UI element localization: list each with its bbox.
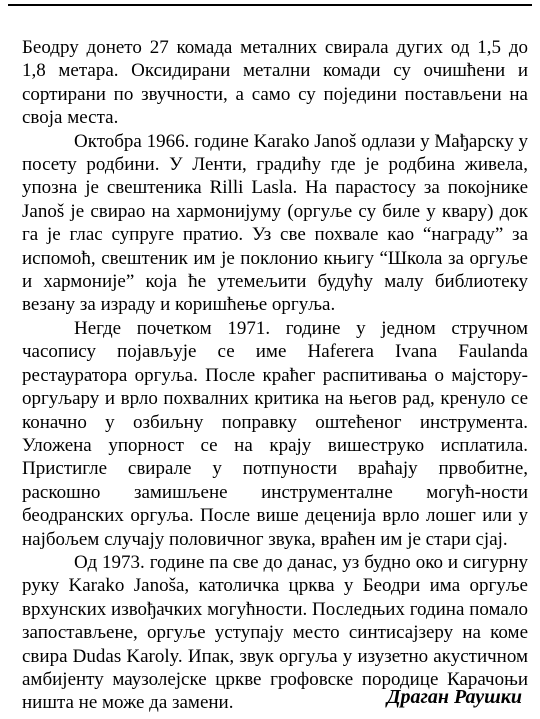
paragraph-4: Од 1973. године па све до данас, уз будно око и сигурну руку Karako Janoša, католичка црква у Беодри има оргуље врхунских извођачких могућности. Последњих година помало запостављене, оргуље уступају место синтисајзеру на коме свира Dudas Karoly. Ипак, звук оргуља у изузетно акустичном амбијенту маузолејске цркве грофовске породице Карачоњи ништа не може да замени. <box>22 551 528 714</box>
paragraph-3: Негде почетком 1971. године у једном стручном часопису појављује се име Haferera Ivana Faulanda рестауратора оргуља. После краћег распитивања о мајстору-оргуљару и врло похвалних критика на његов рад, кренуло се коначно у озбиљну поправку оштећеног инструмента. Уложена упорност се на крају вишеструко исплатила. Пристигле свирале у потпуности враћају првобитне, раскошно замишљене инструменталне могућ-ности беодранских оргуља. После више деценија врло лошег или у најбољем случају половичног звука, враћен им је стари сјај. <box>22 317 528 550</box>
top-rule <box>8 4 532 6</box>
paragraph-1: Беодру донето 27 комада металних свирала дугих од 1,5 до 1,8 метара. Оксидирани метални комади су очишћени и сортирани по звучности, а само су поједини постављени на своја места. <box>22 37 528 129</box>
paragraph-2: Октобра 1966. године Karako Janoš одлази у Мађарску у посету родбини. У Ленти, градићу где је родбина живела, упозна је свештеника Rilli Lasla. На парастосу за покојнике Janoš је свирао на хармонијуму (оргуље су биле у квару) док га је глас супруге пратио. Уз све похвале као “награду” за испомоћ, свештеник им је поклонио књигу “Школа за оргуље и хармоније” која ће утемељити будућу малу библиотеку везану за израду и коришћење оргуља. <box>22 130 528 316</box>
author-signature: Драган Раушки <box>386 686 522 708</box>
article-body <box>22 36 528 715</box>
